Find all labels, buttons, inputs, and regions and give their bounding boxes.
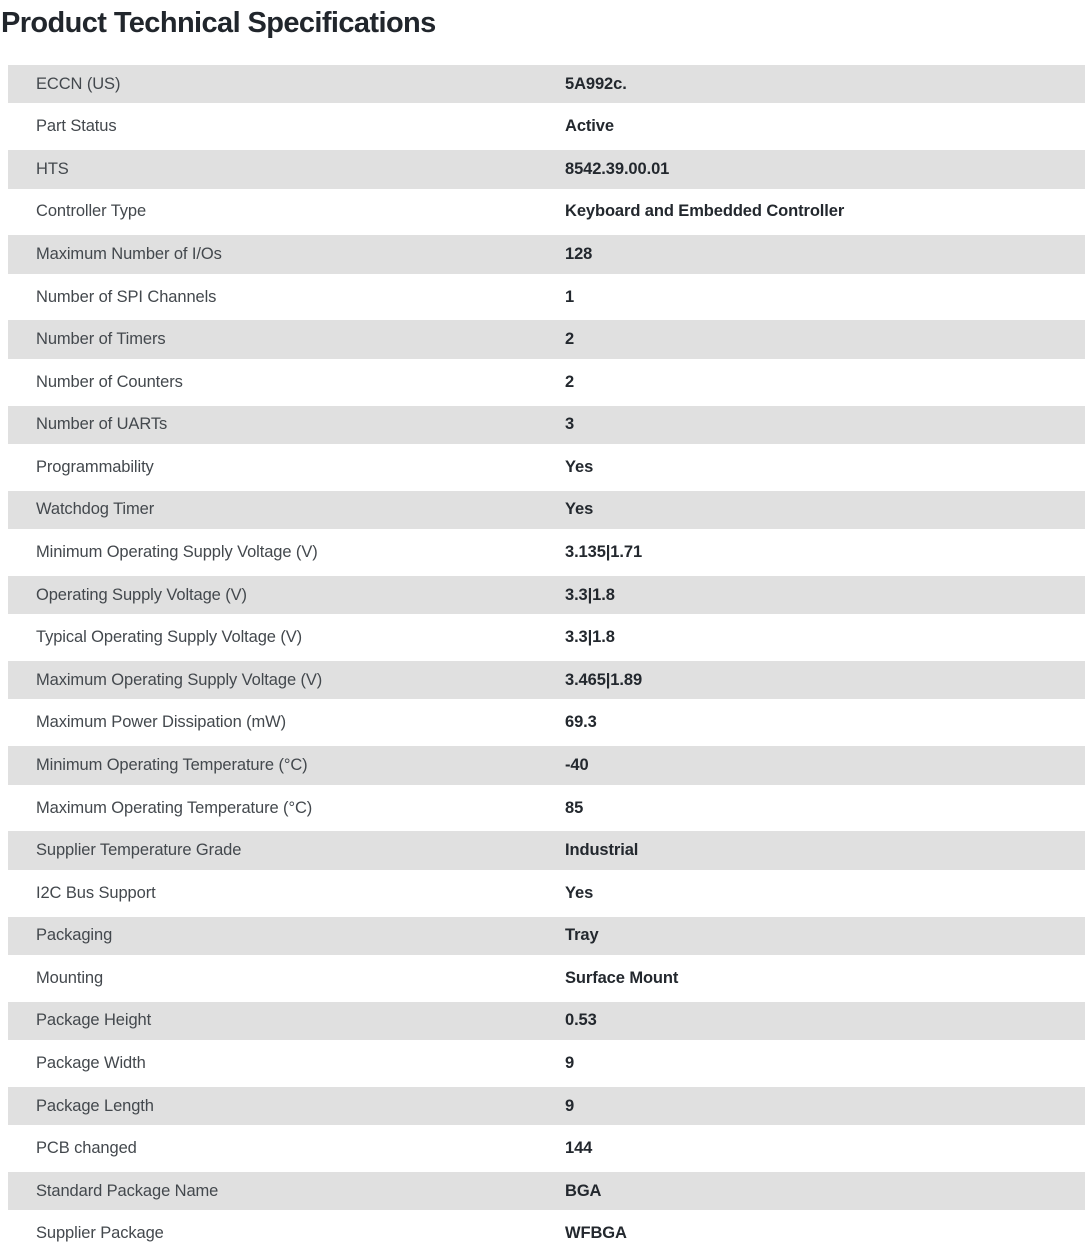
spec-label: Minimum Operating Supply Voltage (V) xyxy=(36,543,318,562)
spec-label: Supplier Package xyxy=(36,1224,164,1243)
spec-row xyxy=(8,406,1085,444)
spec-row xyxy=(8,65,1085,103)
spec-value: Industrial xyxy=(565,841,639,860)
spec-value: 3.3|1.8 xyxy=(565,628,615,647)
spec-row xyxy=(8,1044,1085,1082)
spec-row xyxy=(8,746,1085,784)
spec-row xyxy=(8,448,1085,486)
spec-label: I2C Bus Support xyxy=(36,883,156,902)
spec-value: 144 xyxy=(565,1139,593,1158)
spec-label: Watchdog Timer xyxy=(36,500,155,519)
spec-value: 2 xyxy=(565,372,575,391)
product-specs-section xyxy=(0,6,1085,1253)
spec-row xyxy=(8,108,1085,146)
spec-value: 3 xyxy=(565,415,575,434)
spec-row xyxy=(8,1002,1085,1040)
spec-row xyxy=(8,1215,1085,1253)
spec-label: PCB changed xyxy=(36,1139,137,1158)
spec-value: 2 xyxy=(565,330,575,349)
spec-row xyxy=(8,320,1085,358)
spec-row xyxy=(8,491,1085,529)
spec-row xyxy=(8,576,1085,614)
spec-label: Number of Counters xyxy=(36,372,183,391)
spec-label: Number of SPI Channels xyxy=(36,287,217,306)
spec-label: Controller Type xyxy=(36,202,147,221)
spec-value: Keyboard and Embedded Controller xyxy=(565,202,845,221)
spec-value: 8542.39.00.01 xyxy=(565,159,670,178)
spec-value: 3.465|1.89 xyxy=(565,670,643,689)
spec-value: -40 xyxy=(565,755,589,774)
spec-label: Typical Operating Supply Voltage (V) xyxy=(36,628,303,647)
spec-row xyxy=(8,831,1085,869)
spec-label: Maximum Number of I/Os xyxy=(36,245,222,263)
spec-label: Programmability xyxy=(36,457,154,476)
spec-row xyxy=(8,150,1085,188)
spec-value: 85 xyxy=(565,798,584,817)
spec-label: Operating Supply Voltage (V) xyxy=(36,585,247,604)
spec-label: Supplier Temperature Grade xyxy=(36,841,242,860)
spec-label: Mounting xyxy=(36,968,104,987)
spec-row xyxy=(8,1172,1085,1210)
spec-value: WFBGA xyxy=(565,1224,627,1243)
spec-row xyxy=(8,789,1085,827)
spec-row xyxy=(8,1129,1085,1167)
spec-value: 128 xyxy=(565,245,593,263)
spec-label: Part Status xyxy=(36,117,117,136)
spec-label: Standard Package Name xyxy=(36,1181,219,1200)
spec-row xyxy=(8,193,1085,231)
spec-label: Maximum Operating Supply Voltage (V) xyxy=(36,670,323,689)
spec-value: 69.3 xyxy=(565,713,597,732)
spec-label: Maximum Operating Temperature (°C) xyxy=(36,798,313,817)
spec-row xyxy=(8,533,1085,571)
spec-label: Number of Timers xyxy=(36,330,166,349)
spec-label: ECCN (US) xyxy=(36,74,121,93)
spec-value: Yes xyxy=(565,883,594,902)
spec-row xyxy=(8,917,1085,955)
spec-row xyxy=(8,874,1085,912)
spec-row xyxy=(8,278,1085,316)
spec-value: 3.135|1.71 xyxy=(565,543,643,562)
spec-label: Maximum Power Dissipation (mW) xyxy=(36,713,287,732)
spec-label: HTS xyxy=(36,159,69,178)
spec-row xyxy=(8,235,1085,273)
spec-table xyxy=(0,65,1085,1253)
spec-row xyxy=(8,363,1085,401)
spec-value: 9 xyxy=(565,1096,575,1115)
spec-value: 0.53 xyxy=(565,1011,597,1030)
spec-row xyxy=(8,1087,1085,1125)
spec-row xyxy=(8,661,1085,699)
spec-label: Package Width xyxy=(36,1053,146,1072)
spec-label: Packaging xyxy=(36,926,113,945)
spec-value: Active xyxy=(565,117,614,136)
spec-row xyxy=(8,619,1085,657)
spec-row xyxy=(8,959,1085,997)
spec-value: Yes xyxy=(565,500,594,519)
spec-value: 3.3|1.8 xyxy=(565,585,615,604)
spec-label: Package Length xyxy=(36,1096,154,1115)
spec-value: 9 xyxy=(565,1053,575,1072)
spec-value: Surface Mount xyxy=(565,968,679,987)
spec-value: Yes xyxy=(565,457,594,476)
spec-value: BGA xyxy=(565,1181,602,1200)
spec-label: Number of UARTs xyxy=(36,415,168,434)
spec-label: Minimum Operating Temperature (°C) xyxy=(36,755,308,774)
page-title: Product Technical Specifications xyxy=(1,7,436,39)
spec-value: Tray xyxy=(565,926,599,945)
spec-value: 5A992c. xyxy=(565,74,627,93)
spec-label: Package Height xyxy=(36,1011,152,1030)
spec-row xyxy=(8,704,1085,742)
spec-value: 1 xyxy=(565,287,575,306)
